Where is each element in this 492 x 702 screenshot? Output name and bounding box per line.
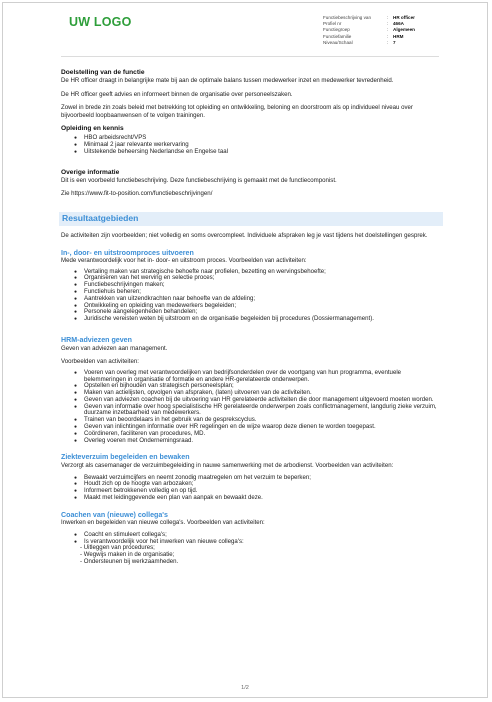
paragraph: De HR officer draagt in belangrijke mate bij aan de optimale balans tussen medewerker inzet en medewerker tevredenheid.	[61, 77, 394, 84]
bullet-list	[61, 475, 441, 502]
section-heading: Doelstelling van de functie	[61, 69, 145, 76]
meta-key: Niveau/Schaal	[323, 39, 353, 45]
list-item: ● Geven van inlichtingen informatie over HR regelingen en de wijze waarop deze dienen te worden toegepast.	[84, 424, 441, 431]
list-item: ● Geven van adviezen coachen bij de uitvoering van HR gerelateerde activiteiten die door management uitgevoerd moeten worden.	[84, 397, 441, 404]
sub-list-item: - Wegwijs maken in de organisatie;	[80, 551, 175, 559]
meta-row: Profiel nr : 466A	[323, 21, 404, 27]
meta-row: Functiebeschrijving van : HR officer	[323, 15, 415, 20]
section-heading: Opleiding en kennis	[61, 125, 124, 133]
list-item: ● Trainen van beoordelaars in het gebruik van de gesprekscyclus.	[84, 417, 441, 424]
result-area-heading: HRM-adviezen geven	[61, 336, 132, 345]
sub-list-item: - Ondersteunen bij werkzaamheden.	[80, 558, 179, 566]
list-item: ● Voeren van overleg met verantwoordelijken van bedrijfsonderdelen over de voortgang van hun programma, eventuele belemmeringen in organisatie of formatie en andere HR-gerelateerde onderwerpen.	[84, 370, 441, 384]
meta-row: Niveau/Schaal : 7	[323, 39, 396, 45]
list-item: ● Overleg voeren met Ondernemingsraad.	[84, 438, 441, 445]
paragraph: De activiteiten zijn voorbeelden; niet volledig en soms overcompleet. Individuele afspraken leg je vast tijdens het doelstellingen gesprek.	[61, 231, 428, 239]
company-logo: UW LOGO	[69, 15, 132, 29]
list-item: ● Uitstekende beheersing Nederlandse en Engelse taal	[84, 149, 441, 156]
results-banner	[59, 212, 443, 226]
meta-value: HR officer	[393, 15, 415, 20]
list-item: ● Houdt zich op de hoogte van arbozaken;	[84, 481, 441, 488]
list-item: ● Personele aangelegenheden behandelen;	[84, 309, 441, 316]
meta-value: 466A	[393, 21, 404, 27]
header-divider	[61, 56, 439, 57]
paragraph: Inwerken en begeleiden van nieuwe collega's. Voorbeelden van activiteiten:	[61, 519, 265, 527]
meta-row: Functiefamilie : HRM	[323, 33, 404, 39]
result-area-heading: In-, door- en uitstroomproces uitvoeren	[61, 248, 194, 257]
page-number: 1/2	[241, 685, 249, 691]
paragraph: Geven van adviezen aan management.	[61, 344, 168, 352]
paragraph: Mede verantwoordelijk voor het in- door- en uitstroom proces. Voorbeelden van activiteiten:	[61, 257, 307, 265]
paragraph: De HR officer geeft advies en informeert binnen de organisatie over personeelszaken.	[61, 90, 293, 98]
paragraph: Verzorgt als casemanager de verzuimbegeleiding in nauwe samenwerking met de arbodienst. Voorbeelden van activiteiten:	[61, 461, 394, 469]
list-item: ● Opstellen en bijhouden van strategisch personeelsplan;	[84, 383, 441, 390]
list-item: ● Maken van actielijsten, opvolgen van afspraken, (laten) uitvoeren van de activiteiten.	[84, 390, 441, 397]
section-heading: Overige informatie	[61, 168, 120, 176]
list-item: ● Geven van informatie over hoog specialistische HR gerelateerde onderwerpen zoals conflictmanagement, langdurig zieke verzuim, duurzame inzetbaarheid van medewerkers.	[84, 404, 441, 418]
meta-value: Algemeen	[393, 27, 415, 33]
list-item: ● HBO arbeidsrecht/VPS	[84, 135, 441, 142]
list-item: ● Minimaal 2 jaar relevante werkervaring	[84, 142, 441, 149]
bullet-list	[61, 135, 441, 155]
document-body	[61, 69, 441, 566]
bullet-list	[61, 370, 441, 445]
paragraph: Zowel in brede zin zoals beleid met betrekking tot opleiding en ontwikkeling, beloning en doorstroom als op individueel niveau over bijvoorbeeld loopbaanwensen of te volgen trainingen.	[61, 104, 413, 119]
result-area-heading: Coachen van (nieuwe) collega's	[61, 510, 168, 519]
list-item: ● Is verantwoordelijk voor het inwerken van nieuwe collega's:	[84, 539, 441, 546]
meta-value: HRM	[393, 33, 404, 39]
document-page	[2, 2, 488, 698]
list-item: ● Vertaling maken van strategische behoefte naar profielen, bezetting en wervingsbehoefte;	[84, 269, 441, 276]
list-item: ● Bewaakt verzuimcijfers en neemt zonodig maatregelen om het verzuim te beperken;	[84, 475, 441, 482]
list-item: ● Organiseren van het werving en selectie proces;	[84, 275, 441, 282]
bullet-list	[61, 532, 441, 546]
list-item: ● Aantrekken van uitzendkrachten naar behoefte van de afdeling;	[84, 296, 441, 303]
banner-title: Resultaatgebieden	[62, 213, 139, 224]
meta-value: 7	[393, 39, 396, 45]
list-item: ● Coacht en stimuleert collega's;	[84, 532, 441, 539]
sub-list-item: - Uitleggen van procedures;	[80, 544, 155, 552]
paragraph: Dit is een voorbeeld functiebeschrijving. Deze functiebeschrijving is gemaakt met de functiecomponist.	[61, 176, 337, 184]
result-area-heading: Ziekteverzuim begeleiden en bewaken	[61, 453, 190, 462]
paragraph: Voorbeelden van activiteiten:	[61, 358, 139, 366]
meta-key: Functiefamilie	[323, 33, 352, 39]
list-item: ● Informeert betrokkenen volledig en op tijd.	[84, 488, 441, 495]
meta-key: Functiebeschrijving van	[323, 15, 372, 20]
list-item: ● Coördineren, faciliteren van procedures, MD.	[84, 431, 441, 438]
sub-list	[61, 545, 441, 565]
meta-key: Profiel nr	[323, 21, 342, 27]
header-meta-table	[323, 15, 473, 46]
bullet-list	[61, 269, 441, 323]
meta-row: Functiegroep : Algemeen	[323, 27, 415, 33]
list-item: ● Maakt met leidinggevende een plan van aanpak en bewaakt deze.	[84, 495, 441, 502]
list-item: ● Ontwikkeling en opleiding van medewerkers begeleiden;	[84, 303, 441, 310]
website-link-text: Zie https://www.fit-to-position.com/functiebeschrijvingen/	[61, 190, 213, 198]
list-item: ● Juridische vereisten weten bij uitstroom en de organisatie begeleiden bij procedures (Dossiermanagement).	[84, 316, 441, 323]
list-item: ● Functiehuis beheren;	[84, 289, 441, 296]
list-item: ● Functiebeschrijvingen maken;	[84, 282, 441, 289]
meta-key: Functiegroep	[323, 27, 350, 33]
